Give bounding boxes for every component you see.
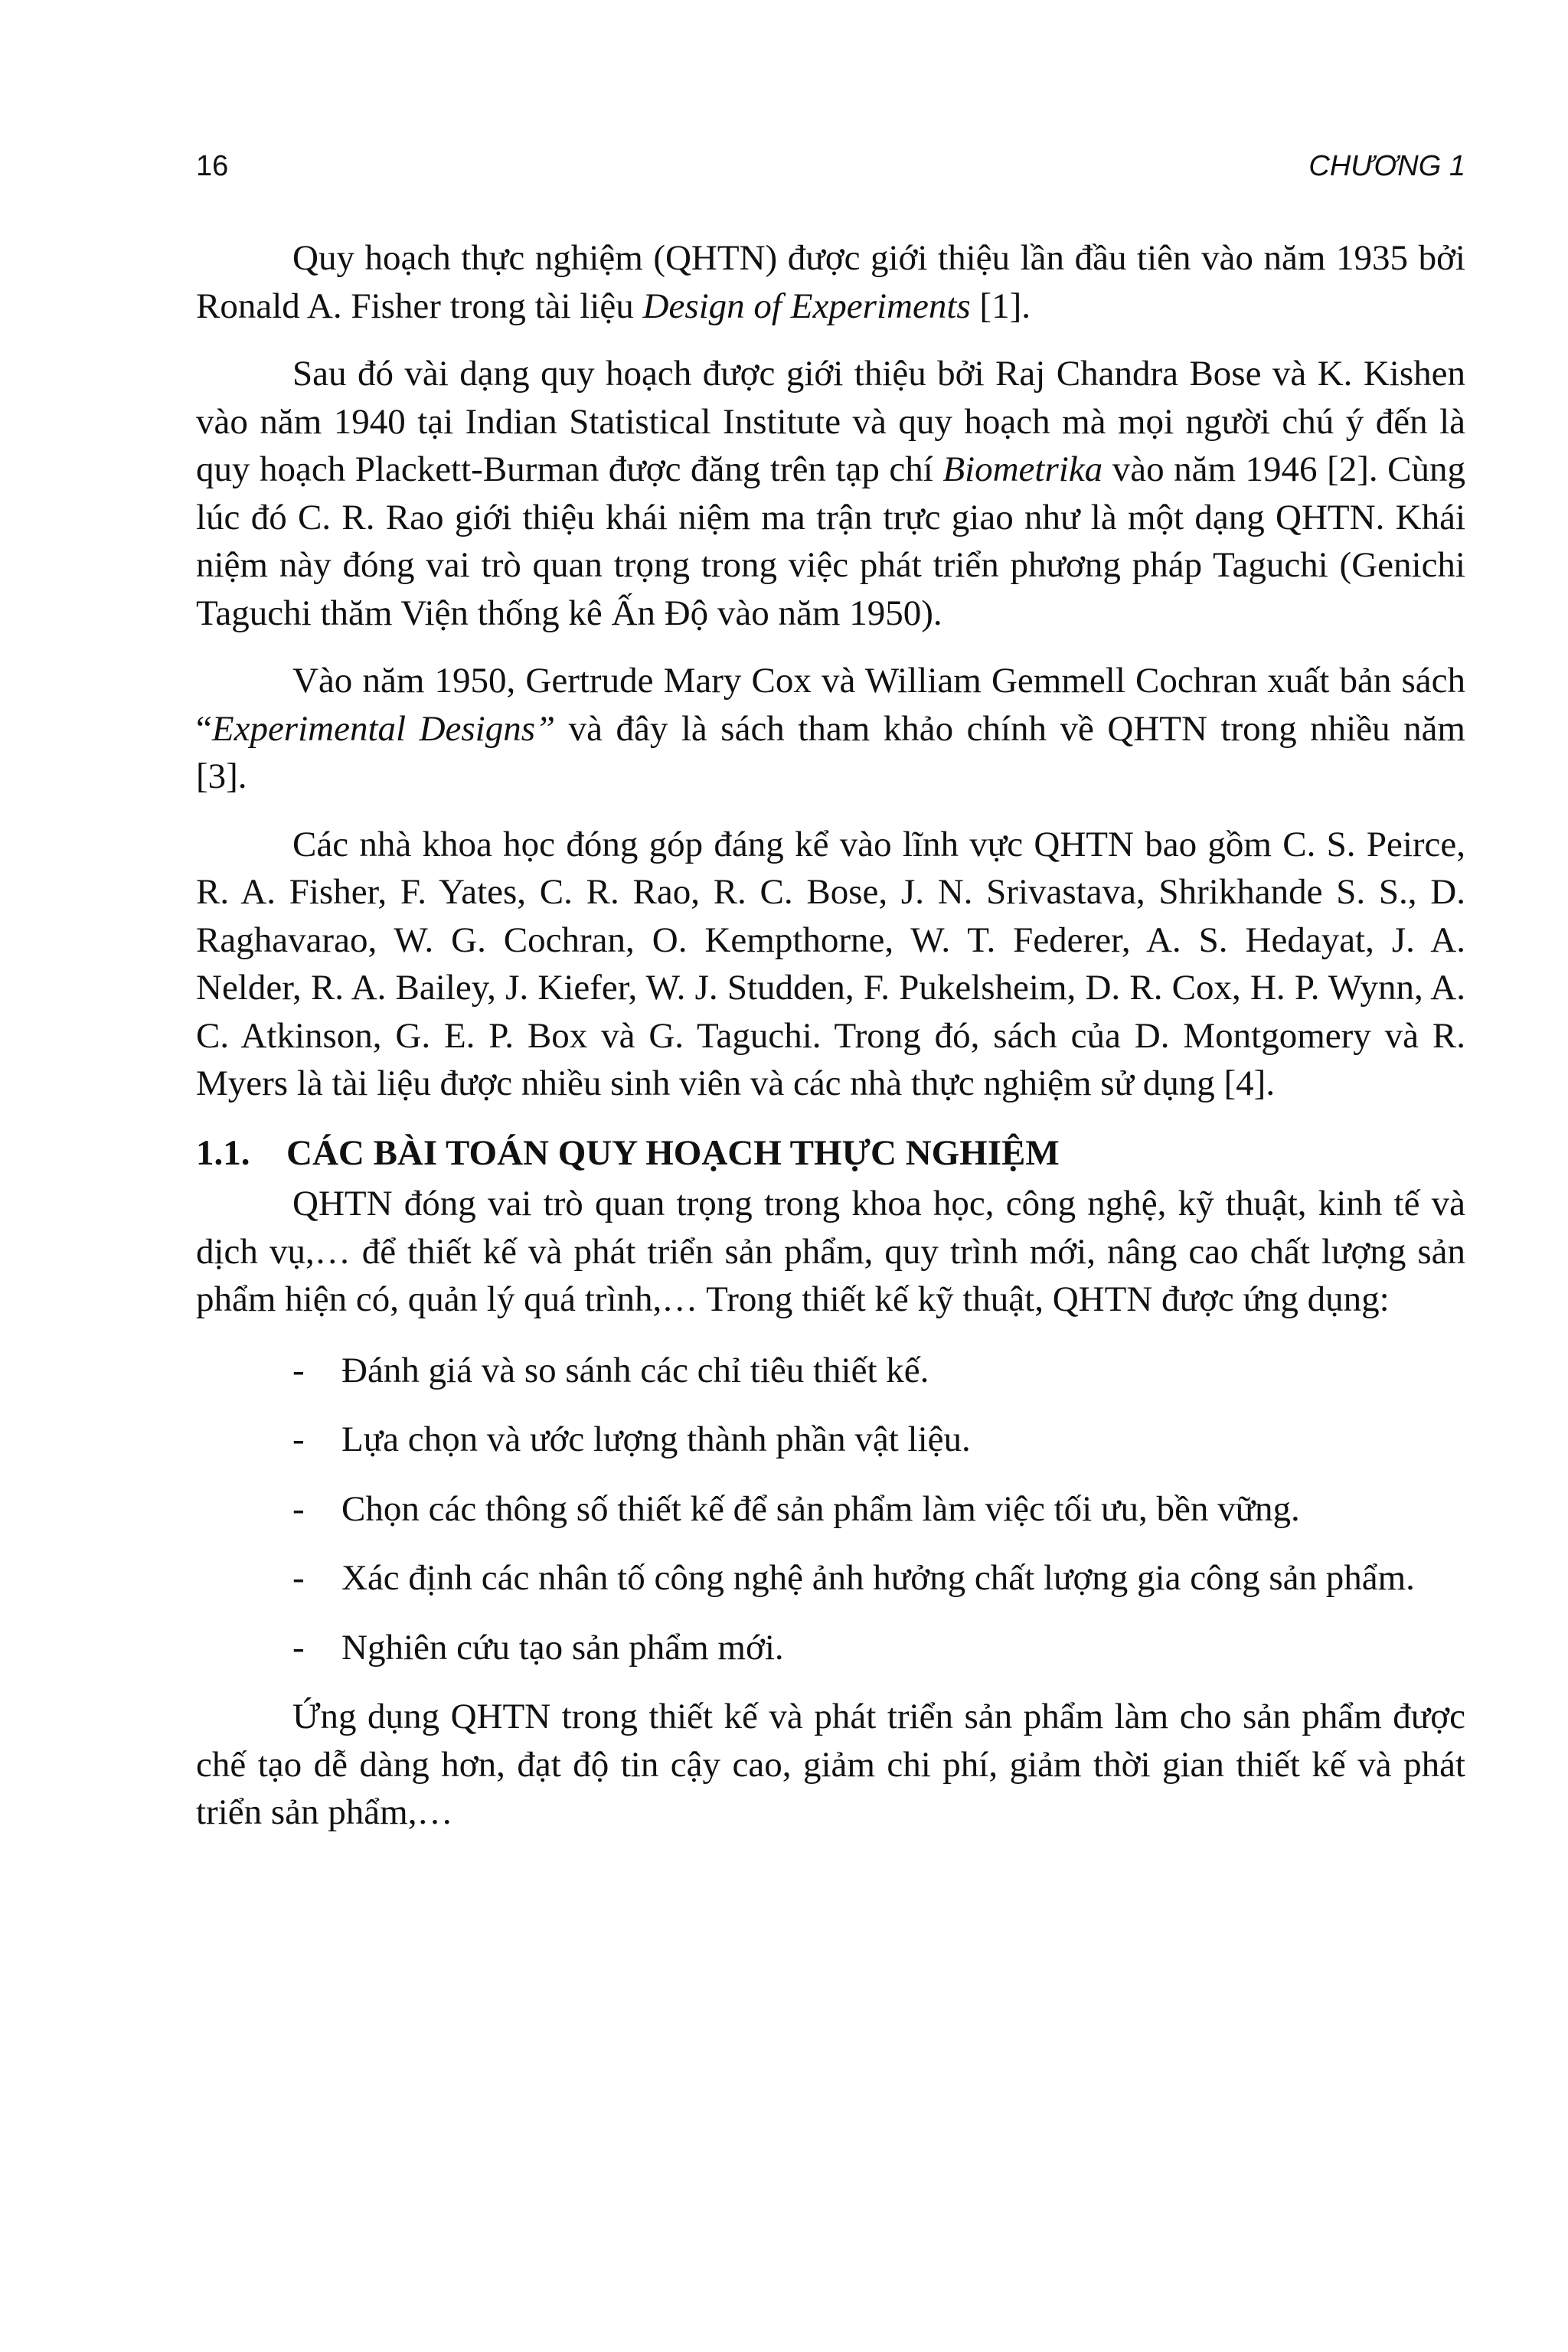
list-item: - Xác định các nhân tố công nghệ ảnh hưởng chất lượng gia công sản phẩm. [196,1554,1465,1602]
list-dash: - [292,1419,305,1459]
book-title: Design of Experiments [642,286,971,326]
list-dash: - [292,1350,305,1390]
paragraph-role: QHTN đóng vai trò quan trọng trong khoa học, công nghệ, kỹ thuật, kinh tế và dịch vụ,… để thiết kế và phát triển sản phẩm, quy trình mới, nâng cao chất lượng sản phẩm hiện có, quản lý quá trình,… Trong thiết kế kỹ thuật, QHTN được ứng dụng: [196,1184,1465,1319]
application-list [196,1347,1465,1672]
list-item: - Chọn các thông số thiết kế để sản phẩm làm việc tối ưu, bền vững. [196,1485,1465,1534]
section-title: CÁC BÀI TOÁN QUY HOẠCH THỰC NGHIỆM [286,1132,1060,1173]
paragraph-history: Sau đó vài dạng quy hoạch được giới thiệu bởi Raj Chandra Bose và K. Kishen vào năm 1940 tại Indian Statistical Institute và quy hoạch mà mọi người chú ý đến là quy hoạch Plackett-Burman được đăng trên tạp chí Biometrika vào năm 1946 [2]. Cùng lúc đó C. R. Rao giới thiệu khái niệm ma trận trực giao như là một dạng QHTN. Khái niệm này đóng vai trò quan trọng trong việc phát triển phương pháp Taguchi (Genichi Taguchi thăm Viện thống kê Ấn Độ vào năm 1950). [196,354,1465,633]
paragraph-scientists: Các nhà khoa học đóng góp đáng kể vào lĩnh vực QHTN bao gồm C. S. Peirce, R. A. Fisher, F. Yates, C. R. Rao, R. C. Bose, J. N. Srivastava, Shrikhande S. S., D. Raghavarao, W. G. Cochran, O. Kempthorne, W. T. Federer, A. S. Hedayat, J. A. Nelder, R. A. Bailey, J. Kiefer, W. J. Studden, F. Pukelsheim, D. R. Cox, H. P. Wynn, A. C. Atkinson, G. E. P. Box và G. Taguchi. Trong đó, sách của D. Montgomery và R. Myers là tài liệu được nhiều sinh viên và các nhà thực nghiệm sử dụng [4]. [196,824,1465,1103]
page-content [196,234,1465,1837]
journal-title: Biometrika [942,449,1103,489]
list-item: - Nghiên cứu tạo sản phẩm mới. [196,1624,1465,1672]
page-number: 16 [196,150,229,182]
list-dash: - [292,1488,305,1529]
section-number: 1.1. [196,1132,250,1173]
list-item: - Đánh giá và so sánh các chỉ tiêu thiết kế. [196,1347,1465,1395]
section-heading [196,1129,1465,1178]
paragraph-cox-cochran: Vào năm 1950, Gertrude Mary Cox và William Gemmell Cochran xuất bản sách “Experimental Designs” và đây là sách tham khảo chính về QHTN trong nhiều năm [3]. [196,661,1465,796]
list-dash: - [292,1558,305,1598]
paragraph-intro: Quy hoạch thực nghiệm (QHTN) được giới thiệu lần đầu tiên vào năm 1935 bởi Ronald A. Fisher trong tài liệu Design of Experiments [1]. [196,238,1465,326]
paragraph-benefits: Ứng dụng QHTN trong thiết kế và phát triển sản phẩm làm cho sản phẩm được chế tạo dễ dàng hơn, đạt độ tin cậy cao, giảm chi phí, giảm thời gian thiết kế và phát triển sản phẩm,… [196,1697,1465,1832]
list-item: - Lựa chọn và ước lượng thành phần vật liệu. [196,1416,1465,1464]
page-header [196,150,1465,188]
list-dash: - [292,1627,305,1668]
book-title: Experimental Designs” [211,708,556,749]
chapter-label: CHƯƠNG 1 [1308,150,1465,182]
